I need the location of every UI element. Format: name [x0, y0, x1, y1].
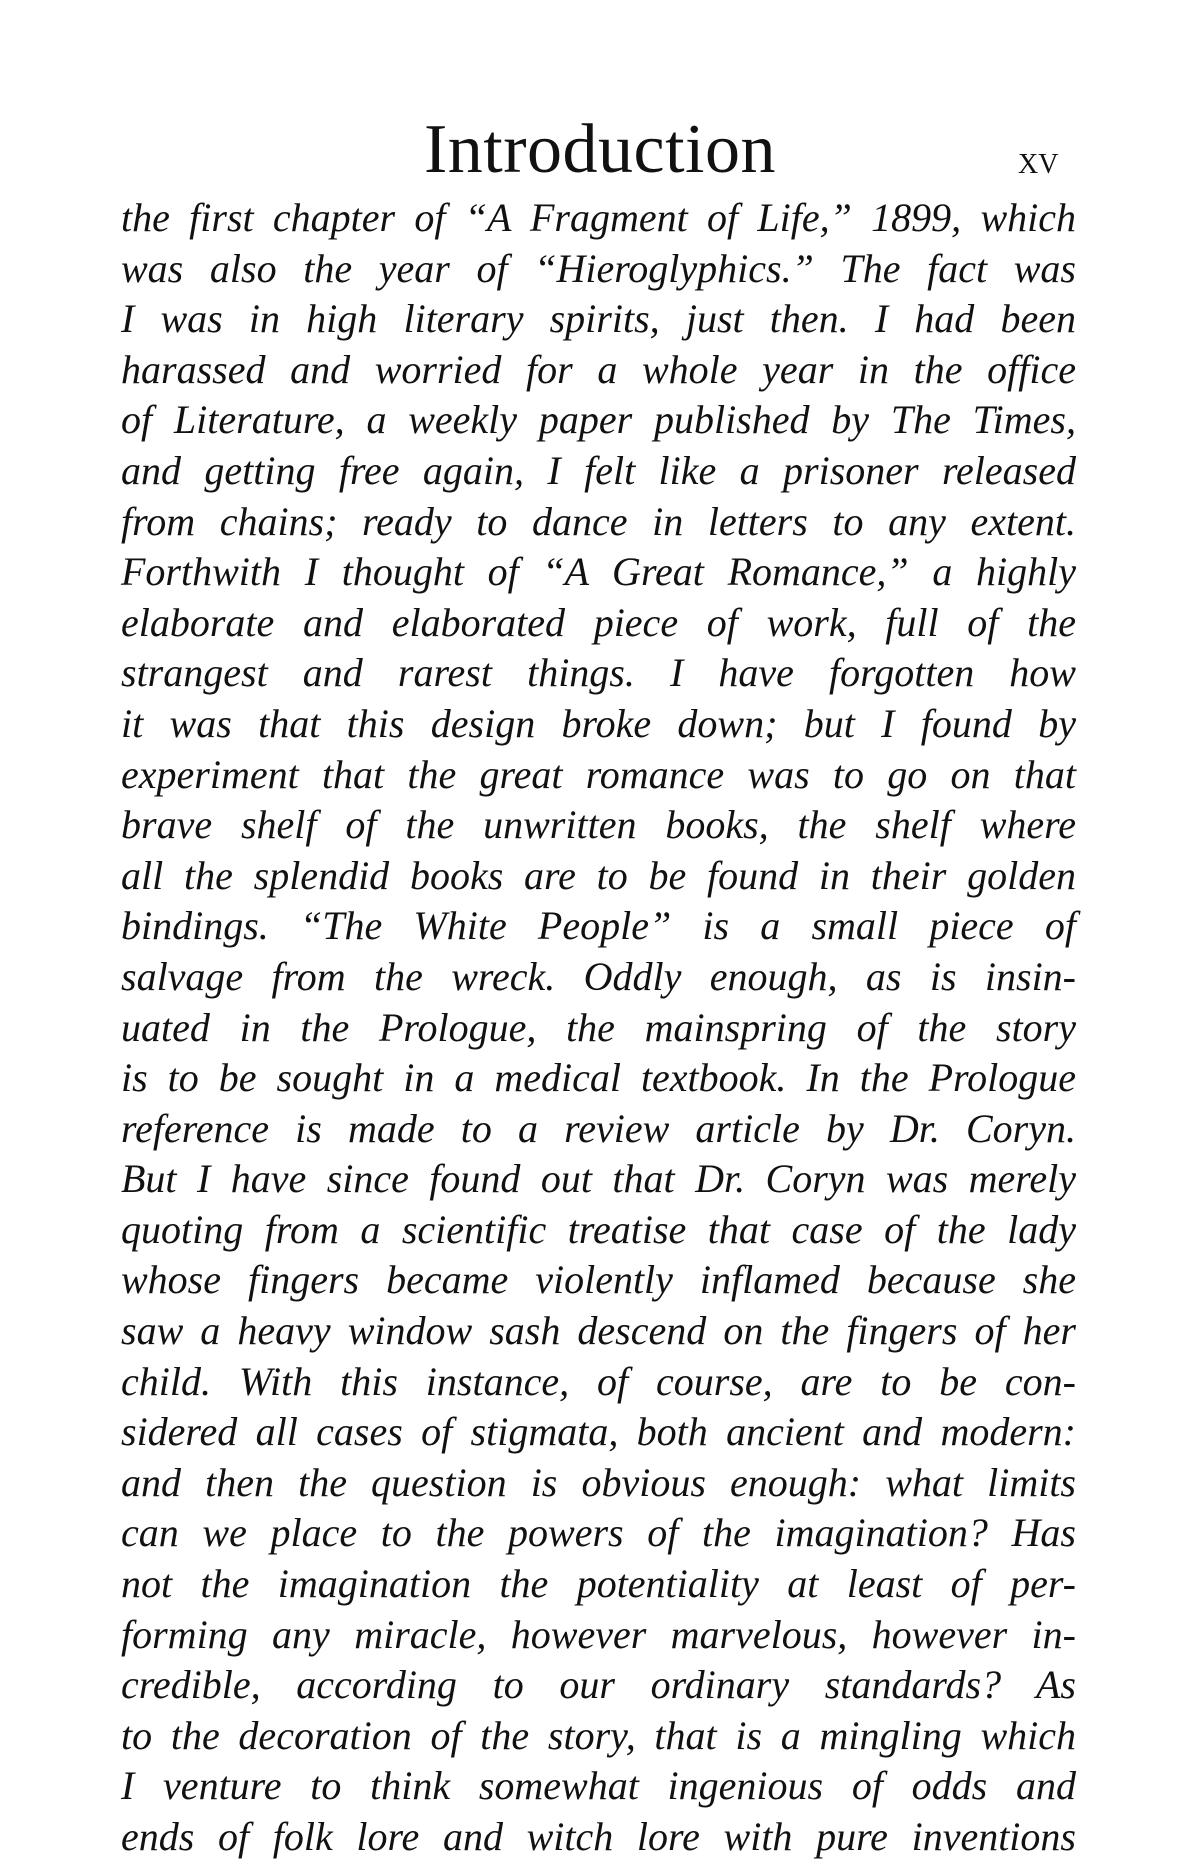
text-line: all the splendid books are to be found in their golden: [121, 852, 1076, 898]
page-header: [0, 105, 1200, 195]
text-line: uated in the Prologue, the mainspring of the story: [121, 1004, 1076, 1050]
text-line: I venture to think somewhat ingenious of odds and: [121, 1763, 1076, 1809]
text-line: to the decoration of the story, that is a mingling which: [121, 1712, 1076, 1758]
page-number: xv: [1018, 137, 1059, 182]
text-line: the first chapter of “A Fragment of Life,” 1899, which: [121, 195, 1076, 240]
text-line: But I have since found out that Dr. Coryn was merely: [121, 1156, 1076, 1202]
text-line: harassed and worried for a whole year in the office: [121, 346, 1076, 392]
text-line: Forthwith I thought of “A Great Romance,” a highly: [121, 549, 1076, 595]
text-line: saw a heavy window sash descend on the fingers of her: [121, 1308, 1076, 1354]
text-line: and getting free again, I felt like a prisoner released: [121, 447, 1076, 493]
text-line: salvage from the wreck. Oddly enough, as is insin-: [121, 953, 1076, 999]
text-line: strangest and rarest things. I have forgotten how: [121, 650, 1076, 696]
running-title: Introduction: [423, 111, 777, 188]
text-line: ends of folk lore and witch lore with pure inventions: [121, 1814, 1076, 1859]
text-line: bindings. “The White People” is a small piece of: [121, 903, 1076, 949]
text-line: from chains; ready to dance in letters to any extent.: [121, 498, 1076, 544]
text-line: can we place to the powers of the imagination? Has: [121, 1510, 1076, 1556]
text-line: I was in high literary spirits, just then. I had been: [121, 296, 1076, 342]
text-line: it was that this design broke down; but I found by: [121, 700, 1076, 746]
text-line: sidered all cases of stigmata, both ancient and modern:: [121, 1409, 1076, 1455]
text-line: forming any miracle, however marvelous, however in-: [121, 1611, 1076, 1657]
text-line: not the imagination the potentiality at least of per-: [121, 1561, 1076, 1607]
text-line: reference is made to a review article by Dr. Coryn.: [121, 1105, 1076, 1151]
text-line: quoting from a scientific treatise that case of the lady: [121, 1206, 1076, 1252]
text-line: and then the question is obvious enough: what limits: [121, 1459, 1076, 1505]
text-line: of Literature, a weekly paper published by The Times,: [121, 397, 1076, 443]
text-line: credible, according to our ordinary standards? As: [121, 1662, 1076, 1708]
body-text: [121, 193, 1076, 1863]
text-line: experiment that the great romance was to go on that: [121, 751, 1076, 797]
text-line: child. With this instance, of course, are to be con-: [121, 1358, 1076, 1404]
text-line: brave shelf of the unwritten books, the shelf where: [121, 802, 1076, 848]
text-line: is to be sought in a medical textbook. In the Prologue: [121, 1055, 1076, 1101]
text-line: elaborate and elaborated piece of work, full of the: [121, 599, 1076, 645]
text-line: whose fingers became violently inflamed because she: [121, 1257, 1076, 1303]
text-line: was also the year of “Hieroglyphics.” The fact was: [121, 245, 1076, 291]
